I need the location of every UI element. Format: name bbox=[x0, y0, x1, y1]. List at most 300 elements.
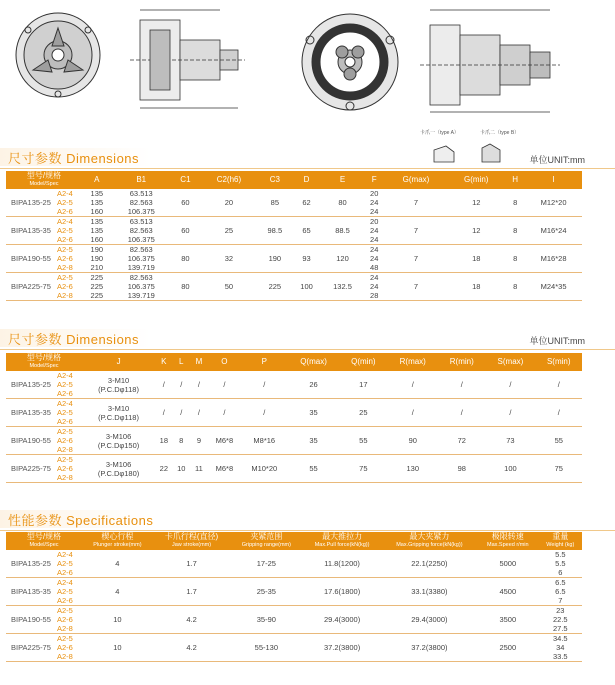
cell-jaw: 1.7 bbox=[153, 550, 231, 578]
cell-a bbox=[82, 189, 112, 217]
cell-range: 25-35 bbox=[230, 578, 302, 606]
col-header-label: G(min) bbox=[464, 175, 489, 184]
cell-i: M16*24 bbox=[525, 217, 582, 245]
col-header-sub: Model/Spec bbox=[29, 542, 59, 548]
cell-rmax: / bbox=[387, 371, 438, 399]
dimensions-section-2 bbox=[0, 327, 615, 347]
model-types-line: A2-5 bbox=[56, 587, 73, 596]
col-header-label: 卡爪行程(直径) bbox=[164, 532, 219, 541]
col-header bbox=[321, 171, 363, 189]
cell-gmin: 18 bbox=[447, 245, 505, 273]
col-header-label: S(min) bbox=[546, 357, 571, 366]
col-header bbox=[292, 171, 322, 189]
model-types-line: A2-6 bbox=[56, 282, 73, 291]
col-header bbox=[382, 532, 477, 550]
cell-k: / bbox=[155, 399, 172, 427]
cell-a-line: 210 bbox=[90, 263, 104, 272]
cell-a-line: 135 bbox=[90, 217, 104, 226]
cell-j bbox=[82, 455, 155, 483]
cell-f-line: 28 bbox=[370, 291, 379, 300]
col-header-label: L bbox=[179, 357, 184, 366]
cell-weight-line: 23 bbox=[556, 606, 565, 615]
cell-weight-line: 5.5 bbox=[555, 550, 566, 559]
col-header bbox=[200, 171, 258, 189]
cell-weight-line: 22.5 bbox=[553, 615, 568, 624]
cell-a-line: 225 bbox=[90, 282, 104, 291]
model-types-line: A2-8 bbox=[56, 624, 73, 633]
cell-b1-line: 82.563 bbox=[129, 198, 153, 207]
cell-gmax: 7 bbox=[385, 245, 448, 273]
cell-jaw: 1.7 bbox=[153, 578, 231, 606]
cell-b1-line: 139.719 bbox=[127, 291, 155, 300]
cell-pull: 37.2(3800) bbox=[302, 634, 381, 662]
model-types-line: A2-6 bbox=[56, 643, 73, 652]
cell-e: 120 bbox=[321, 245, 363, 273]
cell-grip: 37.2(3800) bbox=[382, 634, 477, 662]
col-header-label: 楔心行程 bbox=[101, 532, 134, 541]
dimensions-table-2 bbox=[6, 353, 582, 483]
col-header bbox=[6, 171, 82, 189]
cell-d: 93 bbox=[292, 245, 322, 273]
col-header-sub: Max.Pull force(kN(kg)) bbox=[314, 542, 370, 548]
col-header bbox=[190, 353, 208, 371]
cell-b1 bbox=[112, 217, 171, 245]
model-name: BIPA190-55 bbox=[6, 606, 56, 634]
model-types-line: A2-4 bbox=[56, 189, 73, 198]
model-types bbox=[56, 427, 82, 455]
cell-j-line: (P.C.Dφ118) bbox=[98, 384, 139, 394]
col-header-label: H bbox=[512, 175, 519, 184]
col-header bbox=[339, 353, 387, 371]
cell-weight bbox=[539, 578, 582, 606]
model-types bbox=[56, 606, 82, 634]
cell-range: 35-90 bbox=[230, 606, 302, 634]
model-types-line: A2-5 bbox=[56, 273, 73, 282]
model-name: BIPA190-55 bbox=[6, 427, 56, 455]
model-name: BIPA225-75 bbox=[6, 455, 56, 483]
cell-f-line: 24 bbox=[370, 254, 379, 263]
model-types bbox=[56, 371, 82, 399]
cell-c1: 80 bbox=[171, 245, 200, 273]
cell-f-line: 20 bbox=[370, 217, 379, 226]
model-name: BIPA135-35 bbox=[6, 399, 56, 427]
cell-c2: 25 bbox=[200, 217, 258, 245]
model-name: BIPA135-25 bbox=[6, 550, 56, 578]
cell-speed: 3500 bbox=[477, 606, 539, 634]
cell-f-line: 24 bbox=[370, 245, 379, 254]
table-row bbox=[6, 606, 582, 634]
table-row bbox=[6, 371, 582, 399]
cell-jaw: 4.2 bbox=[153, 606, 231, 634]
col-header-label: Q(min) bbox=[351, 357, 376, 366]
chuck-front-view-b bbox=[302, 14, 398, 110]
unit-label-1: 单位UNIT:mm bbox=[529, 155, 585, 165]
model-types-line: A2-6 bbox=[56, 417, 73, 426]
cell-c1: 80 bbox=[171, 273, 200, 301]
cell-p: / bbox=[241, 371, 288, 399]
cell-j-line: (P.C.Dφ150) bbox=[97, 440, 140, 450]
cell-c2: 32 bbox=[200, 245, 258, 273]
col-header bbox=[539, 532, 582, 550]
cell-weight-line: 33.5 bbox=[553, 652, 568, 661]
model-types bbox=[56, 399, 82, 427]
col-header-label: Q(max) bbox=[300, 357, 327, 366]
cell-weight-line: 27.5 bbox=[553, 624, 568, 633]
model-name: BIPA135-25 bbox=[6, 189, 56, 217]
cell-e: 88.5 bbox=[321, 217, 363, 245]
cell-smax: / bbox=[485, 371, 535, 399]
cell-d: 100 bbox=[292, 273, 322, 301]
cell-rmin: 98 bbox=[438, 455, 485, 483]
cell-smax: / bbox=[485, 399, 535, 427]
cell-speed: 5000 bbox=[477, 550, 539, 578]
col-header bbox=[82, 171, 112, 189]
cell-o: M6*8 bbox=[208, 427, 241, 455]
cell-c3: 85 bbox=[258, 189, 292, 217]
cell-f-line: 48 bbox=[370, 263, 379, 272]
col-header bbox=[525, 171, 582, 189]
model-types-line: A2-8 bbox=[56, 263, 73, 272]
cell-o: / bbox=[208, 371, 241, 399]
cell-a-line: 225 bbox=[90, 273, 104, 282]
model-types-line: A2-6 bbox=[56, 436, 73, 445]
cell-o: M6*8 bbox=[208, 455, 241, 483]
cell-c1: 60 bbox=[171, 217, 200, 245]
col-header bbox=[505, 171, 525, 189]
cell-b1-line: 106.375 bbox=[127, 282, 155, 291]
model-types-line: A2-5 bbox=[56, 455, 73, 464]
cell-speed: 2500 bbox=[477, 634, 539, 662]
model-types bbox=[56, 578, 82, 606]
cell-j-line: 3-M106 bbox=[105, 431, 132, 441]
cell-f-line: 24 bbox=[370, 282, 379, 291]
cell-weight-line: 5.5 bbox=[555, 559, 566, 568]
model-types-line: A2-4 bbox=[56, 578, 73, 587]
cell-grip: 33.1(3380) bbox=[382, 578, 477, 606]
model-types bbox=[56, 550, 82, 578]
unit-label-2: 单位UNIT:mm bbox=[529, 336, 585, 346]
col-header bbox=[6, 353, 82, 371]
cell-pull: 11.8(1200) bbox=[302, 550, 381, 578]
model-types-line: A2-4 bbox=[56, 399, 73, 408]
col-header-label: O bbox=[221, 357, 228, 366]
table-row bbox=[6, 550, 582, 578]
cell-a-line: 190 bbox=[90, 245, 104, 254]
cell-qmin: 25 bbox=[339, 399, 387, 427]
model-name: BIPA225-75 bbox=[6, 634, 56, 662]
cell-f-line: 24 bbox=[370, 235, 379, 244]
cell-gmax: 7 bbox=[385, 273, 448, 301]
model-types-line: A2-6 bbox=[56, 464, 73, 473]
model-types-line: A2-6 bbox=[56, 235, 73, 244]
cell-f bbox=[364, 273, 385, 301]
cell-a-line: 135 bbox=[90, 189, 104, 198]
model-name: BIPA225-75 bbox=[6, 273, 56, 301]
col-header-sub: Model/Spec bbox=[29, 181, 59, 187]
model-name: BIPA190-55 bbox=[6, 245, 56, 273]
col-header bbox=[364, 171, 385, 189]
col-header-sub: Gripping range(mm) bbox=[241, 542, 291, 548]
col-header-label: 夹紧范围 bbox=[250, 532, 283, 541]
cell-b1-line: 139.719 bbox=[127, 263, 155, 272]
cell-b1-line: 106.375 bbox=[127, 207, 155, 216]
model-types-line: A2-5 bbox=[56, 245, 73, 254]
cell-h: 8 bbox=[505, 245, 525, 273]
cell-b1-line: 82.563 bbox=[129, 245, 153, 254]
col-header-label: C2(h6) bbox=[216, 175, 242, 184]
cell-smin: / bbox=[536, 371, 583, 399]
section-title-specifications: 性能参数 Specifications bbox=[8, 513, 154, 528]
cell-j-line: (P.C.Dφ118) bbox=[98, 412, 139, 422]
type-b-label: 卡爪二（type B） bbox=[480, 130, 520, 136]
col-header-label: S(max) bbox=[497, 357, 524, 366]
specifications-section bbox=[0, 508, 615, 528]
cell-weight bbox=[539, 634, 582, 662]
col-header-label: K bbox=[161, 357, 167, 366]
cell-d: 62 bbox=[292, 189, 322, 217]
model-types-line: A2-5 bbox=[56, 559, 73, 568]
col-header-sub: Plunger stroke(mm) bbox=[93, 542, 142, 548]
model-name: BIPA135-25 bbox=[6, 371, 56, 399]
col-header-label: 极限转速 bbox=[491, 532, 524, 541]
cell-c1: 60 bbox=[171, 189, 200, 217]
cell-grip: 29.4(3000) bbox=[382, 606, 477, 634]
col-header-label: C1 bbox=[180, 175, 191, 184]
col-header bbox=[385, 171, 448, 189]
cell-gmin: 12 bbox=[447, 217, 505, 245]
cell-i: M16*28 bbox=[525, 245, 582, 273]
model-types-line: A2-6 bbox=[56, 568, 73, 577]
cell-plunger: 4 bbox=[82, 578, 153, 606]
col-header bbox=[438, 353, 485, 371]
model-types-line: A2-5 bbox=[56, 408, 73, 417]
cell-p: M8*16 bbox=[241, 427, 288, 455]
model-types-line: A2-6 bbox=[56, 389, 73, 398]
col-header bbox=[6, 532, 82, 550]
cell-gmax: 7 bbox=[385, 189, 448, 217]
cell-i: M24*35 bbox=[525, 273, 582, 301]
col-header bbox=[82, 353, 155, 371]
col-header-label: A bbox=[94, 175, 100, 184]
col-header bbox=[153, 532, 231, 550]
col-header-label: 型号/规格 bbox=[26, 171, 62, 180]
model-types bbox=[56, 217, 82, 245]
cell-b1 bbox=[112, 189, 171, 217]
col-header bbox=[302, 532, 381, 550]
cell-h: 8 bbox=[505, 189, 525, 217]
model-types bbox=[56, 189, 82, 217]
cell-rmax: / bbox=[387, 399, 438, 427]
col-header-sub: Jaw stroke(mm) bbox=[171, 542, 212, 548]
cell-a-line: 135 bbox=[90, 226, 104, 235]
cell-a bbox=[82, 273, 112, 301]
cell-rmax: 130 bbox=[387, 455, 438, 483]
cell-f bbox=[364, 217, 385, 245]
cell-pull: 29.4(3000) bbox=[302, 606, 381, 634]
cell-a bbox=[82, 245, 112, 273]
chuck-front-view-a bbox=[16, 13, 100, 97]
cell-k: 22 bbox=[155, 455, 172, 483]
model-types bbox=[56, 273, 82, 301]
cell-f-line: 24 bbox=[370, 226, 379, 235]
model-types-line: A2-5 bbox=[56, 226, 73, 235]
cell-i: M12*20 bbox=[525, 189, 582, 217]
model-name: BIPA135-35 bbox=[6, 578, 56, 606]
cell-qmax: 55 bbox=[288, 455, 340, 483]
model-types-line: A2-4 bbox=[56, 550, 73, 559]
cell-b1 bbox=[112, 273, 171, 301]
cell-d: 65 bbox=[292, 217, 322, 245]
cell-jaw: 4.2 bbox=[153, 634, 231, 662]
cell-m: 9 bbox=[190, 427, 208, 455]
table-row bbox=[6, 189, 582, 217]
table-row bbox=[6, 399, 582, 427]
cell-c3: 98.5 bbox=[258, 217, 292, 245]
cell-p: M10*20 bbox=[241, 455, 288, 483]
col-header-label: J bbox=[116, 357, 121, 366]
model-types-line: A2-5 bbox=[56, 606, 73, 615]
cell-weight bbox=[539, 550, 582, 578]
cell-j-line: 3-M10 bbox=[107, 375, 130, 385]
col-header-sub: Max.Speed r/min bbox=[487, 542, 529, 548]
col-header bbox=[447, 171, 505, 189]
cell-qmax: 35 bbox=[288, 399, 340, 427]
cell-qmin: 55 bbox=[339, 427, 387, 455]
model-types-line: A2-5 bbox=[56, 380, 73, 389]
col-header-label: F bbox=[371, 175, 377, 184]
cell-qmax: 35 bbox=[288, 427, 340, 455]
col-header bbox=[155, 353, 172, 371]
model-types-line: A2-5 bbox=[56, 634, 73, 643]
cell-smax: 100 bbox=[485, 455, 535, 483]
type-a-label: 卡爪一（type A） bbox=[420, 130, 459, 136]
chuck-side-view-b bbox=[420, 10, 560, 112]
cell-a-line: 135 bbox=[90, 198, 104, 207]
cell-f-line: 24 bbox=[370, 198, 379, 207]
model-types-line: A2-6 bbox=[56, 254, 73, 263]
col-header-sub: Weight (kg) bbox=[546, 542, 575, 548]
cell-rmin: / bbox=[438, 371, 485, 399]
col-header-label: P bbox=[261, 357, 267, 366]
cell-e: 132.5 bbox=[321, 273, 363, 301]
col-header bbox=[82, 532, 153, 550]
section-title-dimensions-1: 尺寸参数 Dimensions bbox=[8, 151, 140, 166]
cell-j-line: 3-M10 bbox=[107, 403, 130, 413]
col-header-label: R(max) bbox=[399, 357, 426, 366]
cell-j bbox=[82, 427, 155, 455]
cell-f bbox=[364, 245, 385, 273]
cell-smax: 73 bbox=[485, 427, 535, 455]
dimensions-section-1 bbox=[0, 146, 615, 166]
cell-plunger: 4 bbox=[82, 550, 153, 578]
cell-j bbox=[82, 399, 155, 427]
col-header-label: 最大推拉力 bbox=[322, 532, 363, 541]
cell-range: 17-25 bbox=[230, 550, 302, 578]
model-name: BIPA135-35 bbox=[6, 217, 56, 245]
cell-l: 8 bbox=[173, 427, 190, 455]
cell-gmin: 18 bbox=[447, 273, 505, 301]
cell-range: 55-130 bbox=[230, 634, 302, 662]
cell-speed: 4500 bbox=[477, 578, 539, 606]
cell-qmax: 26 bbox=[288, 371, 340, 399]
model-types-line: A2-6 bbox=[56, 615, 73, 624]
cell-weight-line: 6 bbox=[558, 568, 563, 577]
cell-b1-line: 63.513 bbox=[129, 217, 153, 226]
col-header bbox=[288, 353, 340, 371]
model-types-line: A2-4 bbox=[56, 217, 73, 226]
cell-c3: 225 bbox=[258, 273, 292, 301]
cell-weight-line: 7 bbox=[558, 596, 563, 605]
specifications-table bbox=[6, 532, 582, 662]
table-row bbox=[6, 427, 582, 455]
cell-gmax: 7 bbox=[385, 217, 448, 245]
dimensions-table-1 bbox=[6, 171, 582, 301]
cell-m: 11 bbox=[190, 455, 208, 483]
col-header-label: M bbox=[195, 357, 203, 366]
cell-m: / bbox=[190, 371, 208, 399]
cell-e: 80 bbox=[321, 189, 363, 217]
col-header-label: B1 bbox=[136, 175, 147, 184]
cell-pull: 17.6(1800) bbox=[302, 578, 381, 606]
model-types-line: A2-6 bbox=[56, 207, 73, 216]
cell-c2: 50 bbox=[200, 273, 258, 301]
cell-j bbox=[82, 371, 155, 399]
cell-weight bbox=[539, 606, 582, 634]
cell-a bbox=[82, 217, 112, 245]
table-row bbox=[6, 217, 582, 245]
technical-drawings bbox=[0, 0, 615, 140]
model-types-line: A2-4 bbox=[56, 371, 73, 380]
col-header-sub: Model/Spec bbox=[29, 363, 59, 369]
col-header-sub: Max.Gripping force(kN(kg)) bbox=[396, 542, 463, 548]
cell-k: / bbox=[155, 371, 172, 399]
col-header-label: I bbox=[552, 175, 555, 184]
col-header bbox=[241, 353, 288, 371]
col-header-label: 重量 bbox=[552, 532, 569, 541]
cell-qmin: 17 bbox=[339, 371, 387, 399]
cell-h: 8 bbox=[505, 273, 525, 301]
col-header bbox=[258, 171, 292, 189]
cell-m: / bbox=[190, 399, 208, 427]
model-types-line: A2-8 bbox=[56, 652, 73, 661]
cell-f-line: 24 bbox=[370, 273, 379, 282]
col-header-label: G(max) bbox=[402, 175, 430, 184]
cell-b1-line: 106.375 bbox=[127, 235, 155, 244]
col-header-label: 型号/规格 bbox=[26, 532, 62, 541]
cell-o: / bbox=[208, 399, 241, 427]
cell-c3: 190 bbox=[258, 245, 292, 273]
model-types bbox=[56, 245, 82, 273]
cell-a-line: 225 bbox=[90, 291, 104, 300]
col-header bbox=[208, 353, 241, 371]
cell-weight-line: 6.5 bbox=[555, 587, 566, 596]
table-row bbox=[6, 455, 582, 483]
cell-j-line: 3-M106 bbox=[105, 459, 132, 469]
cell-rmin: / bbox=[438, 399, 485, 427]
model-types bbox=[56, 634, 82, 662]
model-types-line: A2-5 bbox=[56, 198, 73, 207]
cell-b1-line: 82.563 bbox=[129, 226, 153, 235]
table-row bbox=[6, 578, 582, 606]
cell-plunger: 10 bbox=[82, 606, 153, 634]
cell-k: 18 bbox=[155, 427, 172, 455]
cell-p: / bbox=[241, 399, 288, 427]
col-header bbox=[485, 353, 535, 371]
cell-f-line: 20 bbox=[370, 189, 379, 198]
cell-b1 bbox=[112, 245, 171, 273]
cell-h: 8 bbox=[505, 217, 525, 245]
model-types-line: A2-8 bbox=[56, 445, 73, 454]
